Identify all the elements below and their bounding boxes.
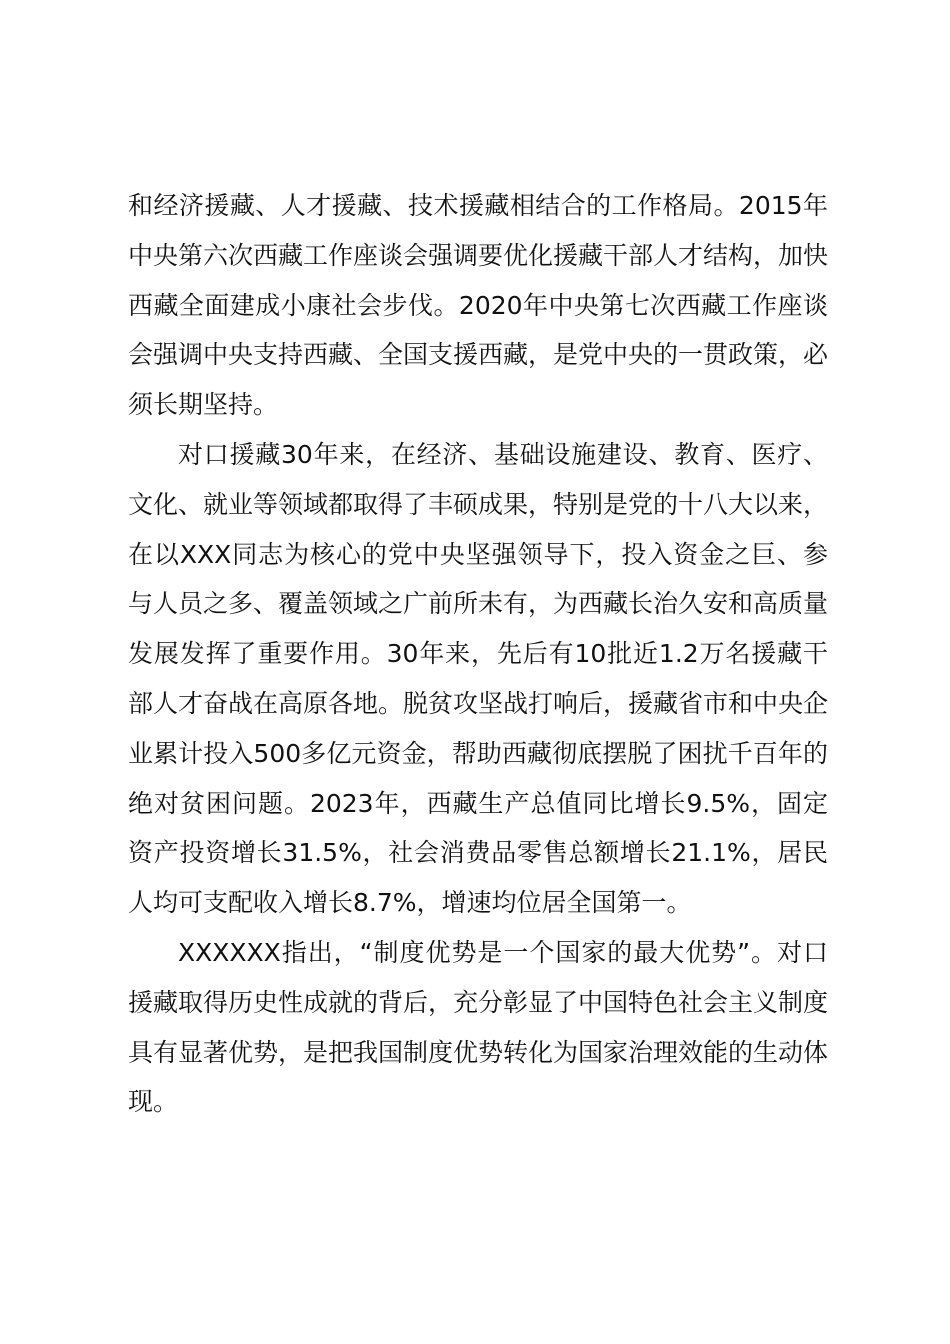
- paragraph-3: XXXXXX指出，“制度优势是一个国家的最大优势”。对口援藏取得历史性成就的背后，充分彰显了中国特色社会主义制度具有显著优势，是把我国制度优势转化为国家治理效能的生动体现。: [128, 937, 829, 1117]
- paragraph-2: 对口援藏30年来，在经济、基础设施建设、教育、医疗、文化、就业等领域都取得了丰硕成果，特别是党的十八大以来，在以XXX同志为核心的党中央坚强领导下，投入资金之巨、参与人员之多、覆盖领域之广前所未有，为西藏长治久安和高质量发展发挥了重要作用。30年来，先后有10批近1.2万名援藏干部人才奋战在高原各地。脱贫攻坚战打响后，援藏省市和中央企业累计投入500多亿元资金，帮助西藏彻底摆脱了困扰千百年的绝对贫困问题。2023年，西藏生产总值同比增长9.5%，固定资产投资增长31.5%，社会消费品零售总额增长21.1%，居民人均可支配收入增长8.7%，增速均位居全国第一。: [128, 439, 829, 918]
- paragraph-1: 和经济援藏、人才援藏、技术援藏相结合的工作格局。2015年中央第六次西藏工作座谈会强调要优化援藏干部人才结构，加快西藏全面建成小康社会步伐。2020年中央第七次西藏工作座谈会强调中央支持西藏、全国支援西藏，是党中央的一贯政策，必须长期坚持。: [128, 191, 829, 420]
- document-body: [128, 181, 828, 1127]
